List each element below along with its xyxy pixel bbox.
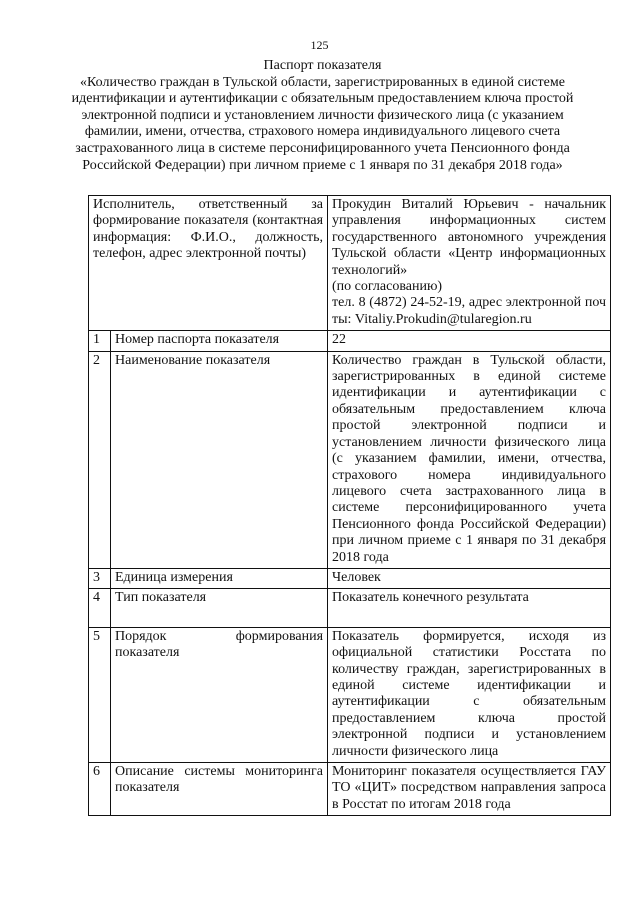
row-label: Наименование показателя [111,351,328,568]
row-label: Порядок формирования показателя [111,627,328,762]
page-number: 125 [310,38,329,52]
table-row [89,627,611,762]
row-value: 22 [328,331,611,351]
row-label: Единица измерения [111,568,328,588]
document-header [70,58,575,174]
row-label: Номер паспорта показателя [111,331,328,351]
table-row [89,568,611,588]
executor-note: (по согласованию) [332,279,443,295]
table-row-executor [89,196,611,331]
executor-person: Прокудин Виталий Юрьевич - начальник управления информационных систем государственного автономного учреждения Тульской области «Центр информационных технологий» [332,197,607,278]
executor-contacts: тел. 8 (4872) 24-52-19, адрес электронной почты: Vitaliy.Prokudin@tularegion.ru [332,295,607,327]
row-number: 5 [89,627,111,762]
table-row [89,331,611,351]
executor-label: Исполнитель, ответственный за формирование показателя (контактная информация: Ф.И.О., должность, телефон, адрес электронной почты) [93,197,324,262]
row-number: 4 [89,589,111,627]
table-row [89,351,611,568]
document-title: Паспорт показателя [263,58,382,73]
table-row [89,589,611,627]
indicator-passport-table [88,195,611,816]
row-number: 3 [89,568,111,588]
executor-value-cell [328,196,611,331]
row-value: Показатель конечного результата [328,589,611,627]
row-number: 2 [89,351,111,568]
table-row [89,763,611,816]
row-value: Количество граждан в Тульской области, зарегистрированных в единой системе идентификации и аутентификации с обязательным предоставлением ключа простой электронной подписи и установлением личности физического лица (с указанием фамилии, имени, отчества, страхового номера индивидуального лицевого счета застрахованного лица в системе персонифицированного учета Пенсионного фонда Российской Федерации) при личном приеме с 1 января по 31 декабря 2018 года [328,351,611,568]
row-label: Тип показателя [111,589,328,627]
document-subtitle: «Количество граждан в Тульской области, зарегистрированных в единой системе идентификации и аутентификации с обязательным предоставлением ключа простой электронной подписи и установлением личности физического лица (с указанием фамилии, имени, отчества, страхового номера индивидуального лицевого счета застрахованного лица в системе персонифицированного учета Пенсионного фонда Российской Федерации) при личном приеме с 1 января по 31 декабря 2018 года» [71,74,574,173]
row-number: 1 [89,331,111,351]
row-number: 6 [89,763,111,816]
row-label: Описание системы мониторинга показателя [111,763,328,816]
executor-label-cell [89,196,328,331]
row-value: Мониторинг показателя осуществляется ГАУ ТО «ЦИТ» посредством направления запроса в Росстат по итогам 2018 года [328,763,611,816]
row-value: Человек [328,568,611,588]
row-value: Показатель формируется, исходя из официальной статистики Росстата по количеству граждан, зарегистрированных в единой системе идентификации и аутентификации с обязательным предоставлением ключа простой электронной подписи и установлением личности физического лица [328,627,611,762]
